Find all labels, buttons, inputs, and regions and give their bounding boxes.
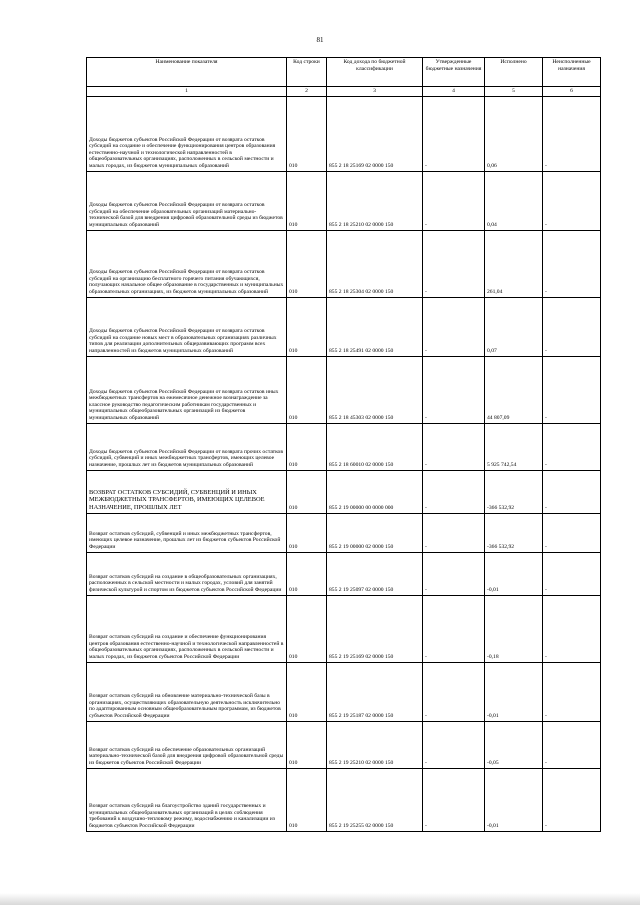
row-unexecuted: - <box>543 721 601 768</box>
page-number: 81 <box>316 36 324 44</box>
row-income-code: 855 2 18 25169 02 0000 150 <box>327 96 423 171</box>
row-unexecuted: - <box>543 423 601 470</box>
row-executed: 0,06 <box>485 96 543 171</box>
row-approved: - <box>423 595 485 662</box>
row-income-code: 855 2 18 25491 02 0000 150 <box>327 297 423 356</box>
row-line-code: 010 <box>287 470 327 513</box>
table-row <box>87 230 601 297</box>
row-executed: -366 532,92 <box>485 470 543 513</box>
row-name: Доходы бюджетов субъектов Российской Федерации от возврата остатков субсидий на создание новых мест в образовательных организациях различных типов для реализации дополнительных общеразвивающих программ всех направленностей из бюджетов муниципальных образований <box>87 297 287 356</box>
row-executed: 5 925 742,54 <box>485 423 543 470</box>
row-line-code: 010 <box>287 721 327 768</box>
row-executed: -0,01 <box>485 552 543 595</box>
row-name: Возврат остатков субсидий на создание и обеспечение функционирования центров образования естественно-научной и технологической направленностей в общеобразовательных организациях, расположенных в сельской местности и малых городах, из бюджетов субъектов Российской Федерации <box>87 595 287 662</box>
budget-report-table <box>86 57 601 832</box>
row-executed: 44 807,09 <box>485 356 543 423</box>
row-line-code: 010 <box>287 230 327 297</box>
row-approved: - <box>423 171 485 230</box>
table-row <box>87 423 601 470</box>
row-name: Доходы бюджетов субъектов Российской Федерации от возврата остатков субсидий на организацию бесплатного горячего питания обучающихся, получающих начальное общее образование в государственных и муниципальных образовательных организациях, из бюджетов муниципальных образований <box>87 230 287 297</box>
header-approved: Утвержденные бюджетные назначения <box>423 58 485 87</box>
row-name: Доходы бюджетов субъектов Российской Федерации от возврата остатков иных межбюджетных трансфертов на ежемесячное денежное вознаграждение за классное руководство педагогическим работникам государственных и муниципальных общеобразовательных организаций из бюджетов муниципальных образований <box>87 356 287 423</box>
column-number: 3 <box>327 87 423 97</box>
row-approved: - <box>423 552 485 595</box>
row-name: Доходы бюджетов субъектов Российской Федерации от возврата остатков субсидий на создание и обеспечение функционирования центров образования естественно-научной и технологической направленностей в общеобразовательных организациях, расположенных в сельской местности и малых городах, из бюджетов муниципальных образований <box>87 96 287 171</box>
row-unexecuted: - <box>543 513 601 552</box>
table-row <box>87 721 601 768</box>
row-approved: - <box>423 356 485 423</box>
scan-edge <box>0 893 640 905</box>
row-income-code: 855 2 18 25304 02 0000 150 <box>327 230 423 297</box>
column-number: 4 <box>423 87 485 97</box>
row-approved: - <box>423 297 485 356</box>
row-executed: -0,01 <box>485 768 543 831</box>
row-approved: - <box>423 230 485 297</box>
row-name: Возврат остатков субсидий, субвенций и иных межбюджетных трансфертов, имеющих целевое назначение, прошлых лет из бюджетов субъектов Российской Федерации <box>87 513 287 552</box>
row-name: Доходы бюджетов субъектов Российской Федерации от возврата прочих остатков субсидий, субвенций и иных межбюджетных трансфертов, имеющих целевое назначение, прошлых лет из бюджетов муниципальных образований <box>87 423 287 470</box>
row-name: Доходы бюджетов субъектов Российской Федерации от возврата остатков субсидий на обеспечение образовательных организаций материально-технической базой для внедрения цифровой образовательной среды из бюджетов муниципальных образований <box>87 171 287 230</box>
row-line-code: 010 <box>287 423 327 470</box>
header-executed: Исполнено <box>485 58 543 87</box>
row-executed: -0,18 <box>485 595 543 662</box>
row-executed: -366 532,92 <box>485 513 543 552</box>
header-row <box>87 58 601 87</box>
header-name: Наименование показателя <box>87 58 287 87</box>
row-line-code: 010 <box>287 513 327 552</box>
column-number: 6 <box>543 87 601 97</box>
row-unexecuted: - <box>543 96 601 171</box>
row-executed: 0,04 <box>485 171 543 230</box>
row-unexecuted: - <box>543 768 601 831</box>
row-unexecuted: - <box>543 356 601 423</box>
row-unexecuted: - <box>543 171 601 230</box>
table-row <box>87 552 601 595</box>
row-line-code: 010 <box>287 171 327 230</box>
table-row <box>87 595 601 662</box>
row-approved: - <box>423 662 485 721</box>
row-unexecuted: - <box>543 297 601 356</box>
row-executed: -0,01 <box>485 662 543 721</box>
row-line-code: 010 <box>287 662 327 721</box>
table-row <box>87 513 601 552</box>
table-row <box>87 356 601 423</box>
row-name: Возврат остатков субсидий на обновление материально-технической базы в организациях, осуществляющих образовательную деятельность исключительно по адаптированным основным общеобразовательным программам, из бюджетов субъектов Российской Федерации <box>87 662 287 721</box>
row-line-code: 010 <box>287 356 327 423</box>
header-unexecuted: Неисполненные назначения <box>543 58 601 87</box>
column-number: 2 <box>287 87 327 97</box>
row-unexecuted: - <box>543 470 601 513</box>
row-approved: - <box>423 513 485 552</box>
row-name: Возврат остатков субсидий на благоустройство зданий государственных и муниципальных общеобразовательных организаций в целях соблюдения требований к воздушно-тепловому режиму, водоснабжению и канализации из бюджетов субъектов Российской Федерации <box>87 768 287 831</box>
row-executed: 261,04 <box>485 230 543 297</box>
row-income-code: 855 2 19 00000 02 0000 150 <box>327 513 423 552</box>
row-line-code: 010 <box>287 595 327 662</box>
row-approved: - <box>423 768 485 831</box>
row-line-code: 010 <box>287 552 327 595</box>
row-approved: - <box>423 721 485 768</box>
row-approved: - <box>423 423 485 470</box>
column-number-row <box>87 87 601 97</box>
row-name: Возврат остатков субсидий на создание в общеобразовательных организациях, расположенных в сельской местности и малых городах, условий для занятий физической культурой и спортом из бюджетов субъектов Российской Федерации <box>87 552 287 595</box>
row-approved: - <box>423 470 485 513</box>
table-row <box>87 768 601 831</box>
row-income-code: 855 2 18 45303 02 0000 150 <box>327 356 423 423</box>
row-unexecuted: - <box>543 595 601 662</box>
column-number: 5 <box>485 87 543 97</box>
row-line-code: 010 <box>287 96 327 171</box>
row-unexecuted: - <box>543 552 601 595</box>
row-name: ВОЗВРАТ ОСТАТКОВ СУБСИДИЙ, СУБВЕНЦИЙ И ИНЫХ МЕЖБЮДЖЕТНЫХ ТРАНСФЕРТОВ, ИМЕЮЩИХ ЦЕЛЕВОЕ НАЗНАЧЕНИЕ, ПРОШЛЫХ ЛЕТ <box>87 470 287 513</box>
row-line-code: 010 <box>287 768 327 831</box>
row-income-code: 855 2 18 25210 02 0000 150 <box>327 171 423 230</box>
row-income-code: 855 2 18 60010 02 0000 150 <box>327 423 423 470</box>
table-row <box>87 470 601 513</box>
table-row <box>87 662 601 721</box>
row-income-code: 855 2 19 25097 02 0000 150 <box>327 552 423 595</box>
row-income-code: 855 2 19 25187 02 0000 150 <box>327 662 423 721</box>
table-row <box>87 171 601 230</box>
column-number: 1 <box>87 87 287 97</box>
header-income-code: Код дохода по бюджетной классификации <box>327 58 423 87</box>
row-income-code: 855 2 19 00000 00 0000 000 <box>327 470 423 513</box>
row-unexecuted: - <box>543 230 601 297</box>
row-name: Возврат остатков субсидий на обеспечение образовательных организаций материально-технической базой для внедрения цифровой образовательной среды из бюджетов субъектов Российской Федерации <box>87 721 287 768</box>
row-executed: -0,05 <box>485 721 543 768</box>
table-row <box>87 96 601 171</box>
row-approved: - <box>423 96 485 171</box>
row-line-code: 010 <box>287 297 327 356</box>
row-income-code: 855 2 19 25210 02 0000 150 <box>327 721 423 768</box>
row-income-code: 855 2 19 25255 02 0000 150 <box>327 768 423 831</box>
row-executed: 0,07 <box>485 297 543 356</box>
header-line-code: Код строки <box>287 58 327 87</box>
table-body <box>87 96 601 831</box>
table-row <box>87 297 601 356</box>
row-unexecuted: - <box>543 662 601 721</box>
row-income-code: 855 2 19 25169 02 0000 150 <box>327 595 423 662</box>
